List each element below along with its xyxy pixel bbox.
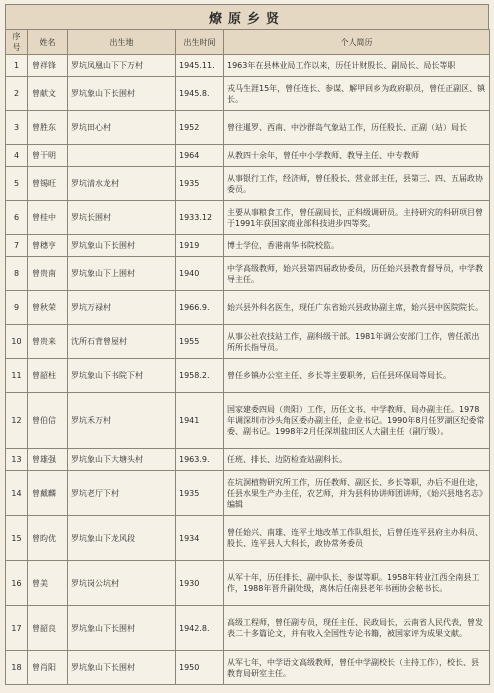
table-row	[6, 235, 490, 257]
cell-birthdate: 1941	[176, 393, 224, 449]
cell-biography: 从军十年，历任排长、副中队长、参谋等职。1958年转业江西全南县工作，1988年晋升副处级，离休后任南县老年书画协会秘书长。	[224, 561, 490, 606]
table-row	[6, 55, 490, 77]
cell-birthplace: 罗坑老厅下村	[68, 471, 176, 516]
table-row	[6, 516, 490, 561]
table-row	[6, 449, 490, 471]
cell-birthdate: 1964	[176, 145, 224, 167]
cell-name: 曾秋荣	[28, 291, 68, 325]
table-row	[6, 167, 490, 201]
cell-birthdate: 1952	[176, 111, 224, 145]
cell-biography: 曾任乡镇办公室主任、乡长等主要职务，后任县环保局等局长。	[224, 359, 490, 393]
cell-name: 曾肖阳	[28, 651, 68, 685]
cell-serial: 5	[6, 167, 28, 201]
cell-serial: 10	[6, 325, 28, 359]
table-row	[6, 561, 490, 606]
cell-birthplace: 沈所石背曾屋村	[68, 325, 176, 359]
cell-biography: 戎马生涯15年，曾任连长、参谋、解甲回乡为政府职员，曾任正副区、镇长。	[224, 77, 490, 111]
cell-serial: 2	[6, 77, 28, 111]
cell-birthplace: 罗坑象山下长围村	[68, 651, 176, 685]
cell-name: 曾桂中	[28, 201, 68, 235]
table-header-row	[6, 30, 490, 55]
cell-birthdate: 1919	[176, 235, 224, 257]
table-row	[6, 325, 490, 359]
cell-biography: 从军七年，中学语文高级教师，曾任中学副校长（主持工作），校长、县教育局研室主任。	[224, 651, 490, 685]
cell-name: 曾干明	[28, 145, 68, 167]
cell-name: 曾献文	[28, 77, 68, 111]
cell-birthplace: 罗坑岗公坑村	[68, 561, 176, 606]
cell-birthdate: 1950	[176, 651, 224, 685]
header-biography: 个人简历	[224, 30, 490, 55]
page-title: 燎原乡贤	[5, 4, 489, 29]
cell-birthplace: 罗坑象山下长围村	[68, 77, 176, 111]
cell-birthplace: 罗坑象山下书院下村	[68, 359, 176, 393]
cell-name: 曾伯信	[28, 393, 68, 449]
cell-birthdate: 1934	[176, 516, 224, 561]
cell-biography: 曾往暹罗、西南、中沙群岛气象站工作，历任股长、正副（站）局长	[224, 111, 490, 145]
cell-serial: 16	[6, 561, 28, 606]
biography-table	[5, 29, 490, 685]
cell-biography: 博士学位，香港南华书院校监。	[224, 235, 490, 257]
cell-name: 曾锡旺	[28, 167, 68, 201]
cell-birthplace: 罗坑长围村	[68, 201, 176, 235]
cell-name: 曾穗亨	[28, 235, 68, 257]
cell-serial: 11	[6, 359, 28, 393]
cell-biography: 中学高级教师，始兴县第四届政协委员，历任始兴县教育督导员，中学教导主任。	[224, 257, 490, 291]
table-row	[6, 291, 490, 325]
cell-birthdate: 1930	[176, 561, 224, 606]
cell-serial: 15	[6, 516, 28, 561]
cell-birthdate: 1940	[176, 257, 224, 291]
cell-name: 曾胜东	[28, 111, 68, 145]
header-name: 姓名	[28, 30, 68, 55]
cell-serial: 13	[6, 449, 28, 471]
cell-birthdate: 1933.12	[176, 201, 224, 235]
header-birthdate: 出生时间	[176, 30, 224, 55]
cell-birthplace: 罗坑禾万村	[68, 393, 176, 449]
cell-birthplace: 罗坑象山下长围村	[68, 606, 176, 651]
cell-birthplace: 罗坑象山下龙风段	[68, 516, 176, 561]
cell-biography: 任班、排长、边防检查站副科长。	[224, 449, 490, 471]
cell-biography: 从事银行工作，经济师，曾任股长、营业部主任，县第三、四、五届政协委员。	[224, 167, 490, 201]
cell-birthplace: 罗坑清水龙村	[68, 167, 176, 201]
cell-biography: 从事公社农技站工作，副科级干部。1981年调公安部门工作，曾任派出所所长指导员。	[224, 325, 490, 359]
cell-biography: 主要从事粮食工作，曾任副局长，正科级调研员。主持研究的科研项目曾于1991年获国家商业部科技进步四等奖。	[224, 201, 490, 235]
cell-serial: 3	[6, 111, 28, 145]
cell-serial: 8	[6, 257, 28, 291]
table-row	[6, 77, 490, 111]
cell-name: 曾昀优	[28, 516, 68, 561]
cell-name: 曾美	[28, 561, 68, 606]
cell-name: 曾雄强	[28, 449, 68, 471]
table-row	[6, 606, 490, 651]
cell-serial: 4	[6, 145, 28, 167]
table-row	[6, 111, 490, 145]
cell-biography: 1963年在县林业局工作以来，历任计财股长、副局长、局长等职	[224, 55, 490, 77]
cell-serial: 1	[6, 55, 28, 77]
cell-biography: 从教四十余年，曾任中小学教师、教导主任、中专教师	[224, 145, 490, 167]
cell-biography: 始兴县外科名医生，现任广东省始兴县政协副主席，始兴县中医院院长。	[224, 291, 490, 325]
cell-birthdate: 1945.11.	[176, 55, 224, 77]
cell-serial: 7	[6, 235, 28, 257]
table-row	[6, 145, 490, 167]
cell-birthplace: 罗坑万禄村	[68, 291, 176, 325]
cell-biography: 高级工程师，曾任副专员，现任主任、民政局长，云南省人民代表，曾发表二十多篇论文，并有收入全国性专论书籍，被国家评为成果文献。	[224, 606, 490, 651]
cell-birthdate: 1955	[176, 325, 224, 359]
cell-name: 曾戴麟	[28, 471, 68, 516]
cell-birthdate: 1942.8.	[176, 606, 224, 651]
cell-serial: 14	[6, 471, 28, 516]
cell-birthplace	[68, 145, 176, 167]
cell-serial: 6	[6, 201, 28, 235]
cell-serial: 18	[6, 651, 28, 685]
cell-birthdate: 1935	[176, 471, 224, 516]
cell-serial: 17	[6, 606, 28, 651]
cell-birthdate: 1958.2.	[176, 359, 224, 393]
table-body	[6, 55, 490, 685]
table-row	[6, 359, 490, 393]
header-serial: 序号	[6, 30, 28, 55]
cell-name: 曾贵来	[28, 325, 68, 359]
header-birthplace: 出生地	[68, 30, 176, 55]
table-row	[6, 257, 490, 291]
cell-birthdate: 1935	[176, 167, 224, 201]
table-row	[6, 651, 490, 685]
cell-serial: 9	[6, 291, 28, 325]
cell-birthdate: 1963.9.	[176, 449, 224, 471]
table-row	[6, 471, 490, 516]
cell-serial: 12	[6, 393, 28, 449]
cell-name: 曾韶良	[28, 606, 68, 651]
cell-birthplace: 罗坑田心村	[68, 111, 176, 145]
cell-name: 曾祥锋	[28, 55, 68, 77]
cell-birthplace: 罗坑凤凰山下下万村	[68, 55, 176, 77]
cell-birthplace: 罗坑象山下上围村	[68, 257, 176, 291]
cell-birthplace: 罗坑象山下大塘头村	[68, 449, 176, 471]
table-row	[6, 201, 490, 235]
cell-biography: 曾任始兴、南雄、连平土地改革工作队组长，后曾任连平县府主办科员、股长、连平县人大科长，政协常务委员	[224, 516, 490, 561]
cell-birthplace: 罗坑象山下长围村	[68, 235, 176, 257]
cell-birthdate: 1945.8.	[176, 77, 224, 111]
cell-biography: 国家建委四局（贵阳）工作，历任文书、中学教师、局办副主任。1978年调深圳市沙头角区委办副主任，企业书记。1990年8月任罗湖区纪委常委、副书记。1998年2月任深圳盐田区人大副主任（副厅级）。	[224, 393, 490, 449]
cell-biography: 在坑洞植物研究所工作，历任教师、副区长、乡长等职，办后不退仕途，任县水果生产办主任，农艺师，并为县科协讲师团讲师，《始兴县地名志》编辑	[224, 471, 490, 516]
cell-name: 曾韶柱	[28, 359, 68, 393]
cell-name: 曾贵南	[28, 257, 68, 291]
table-row	[6, 393, 490, 449]
cell-birthdate: 1966.9.	[176, 291, 224, 325]
